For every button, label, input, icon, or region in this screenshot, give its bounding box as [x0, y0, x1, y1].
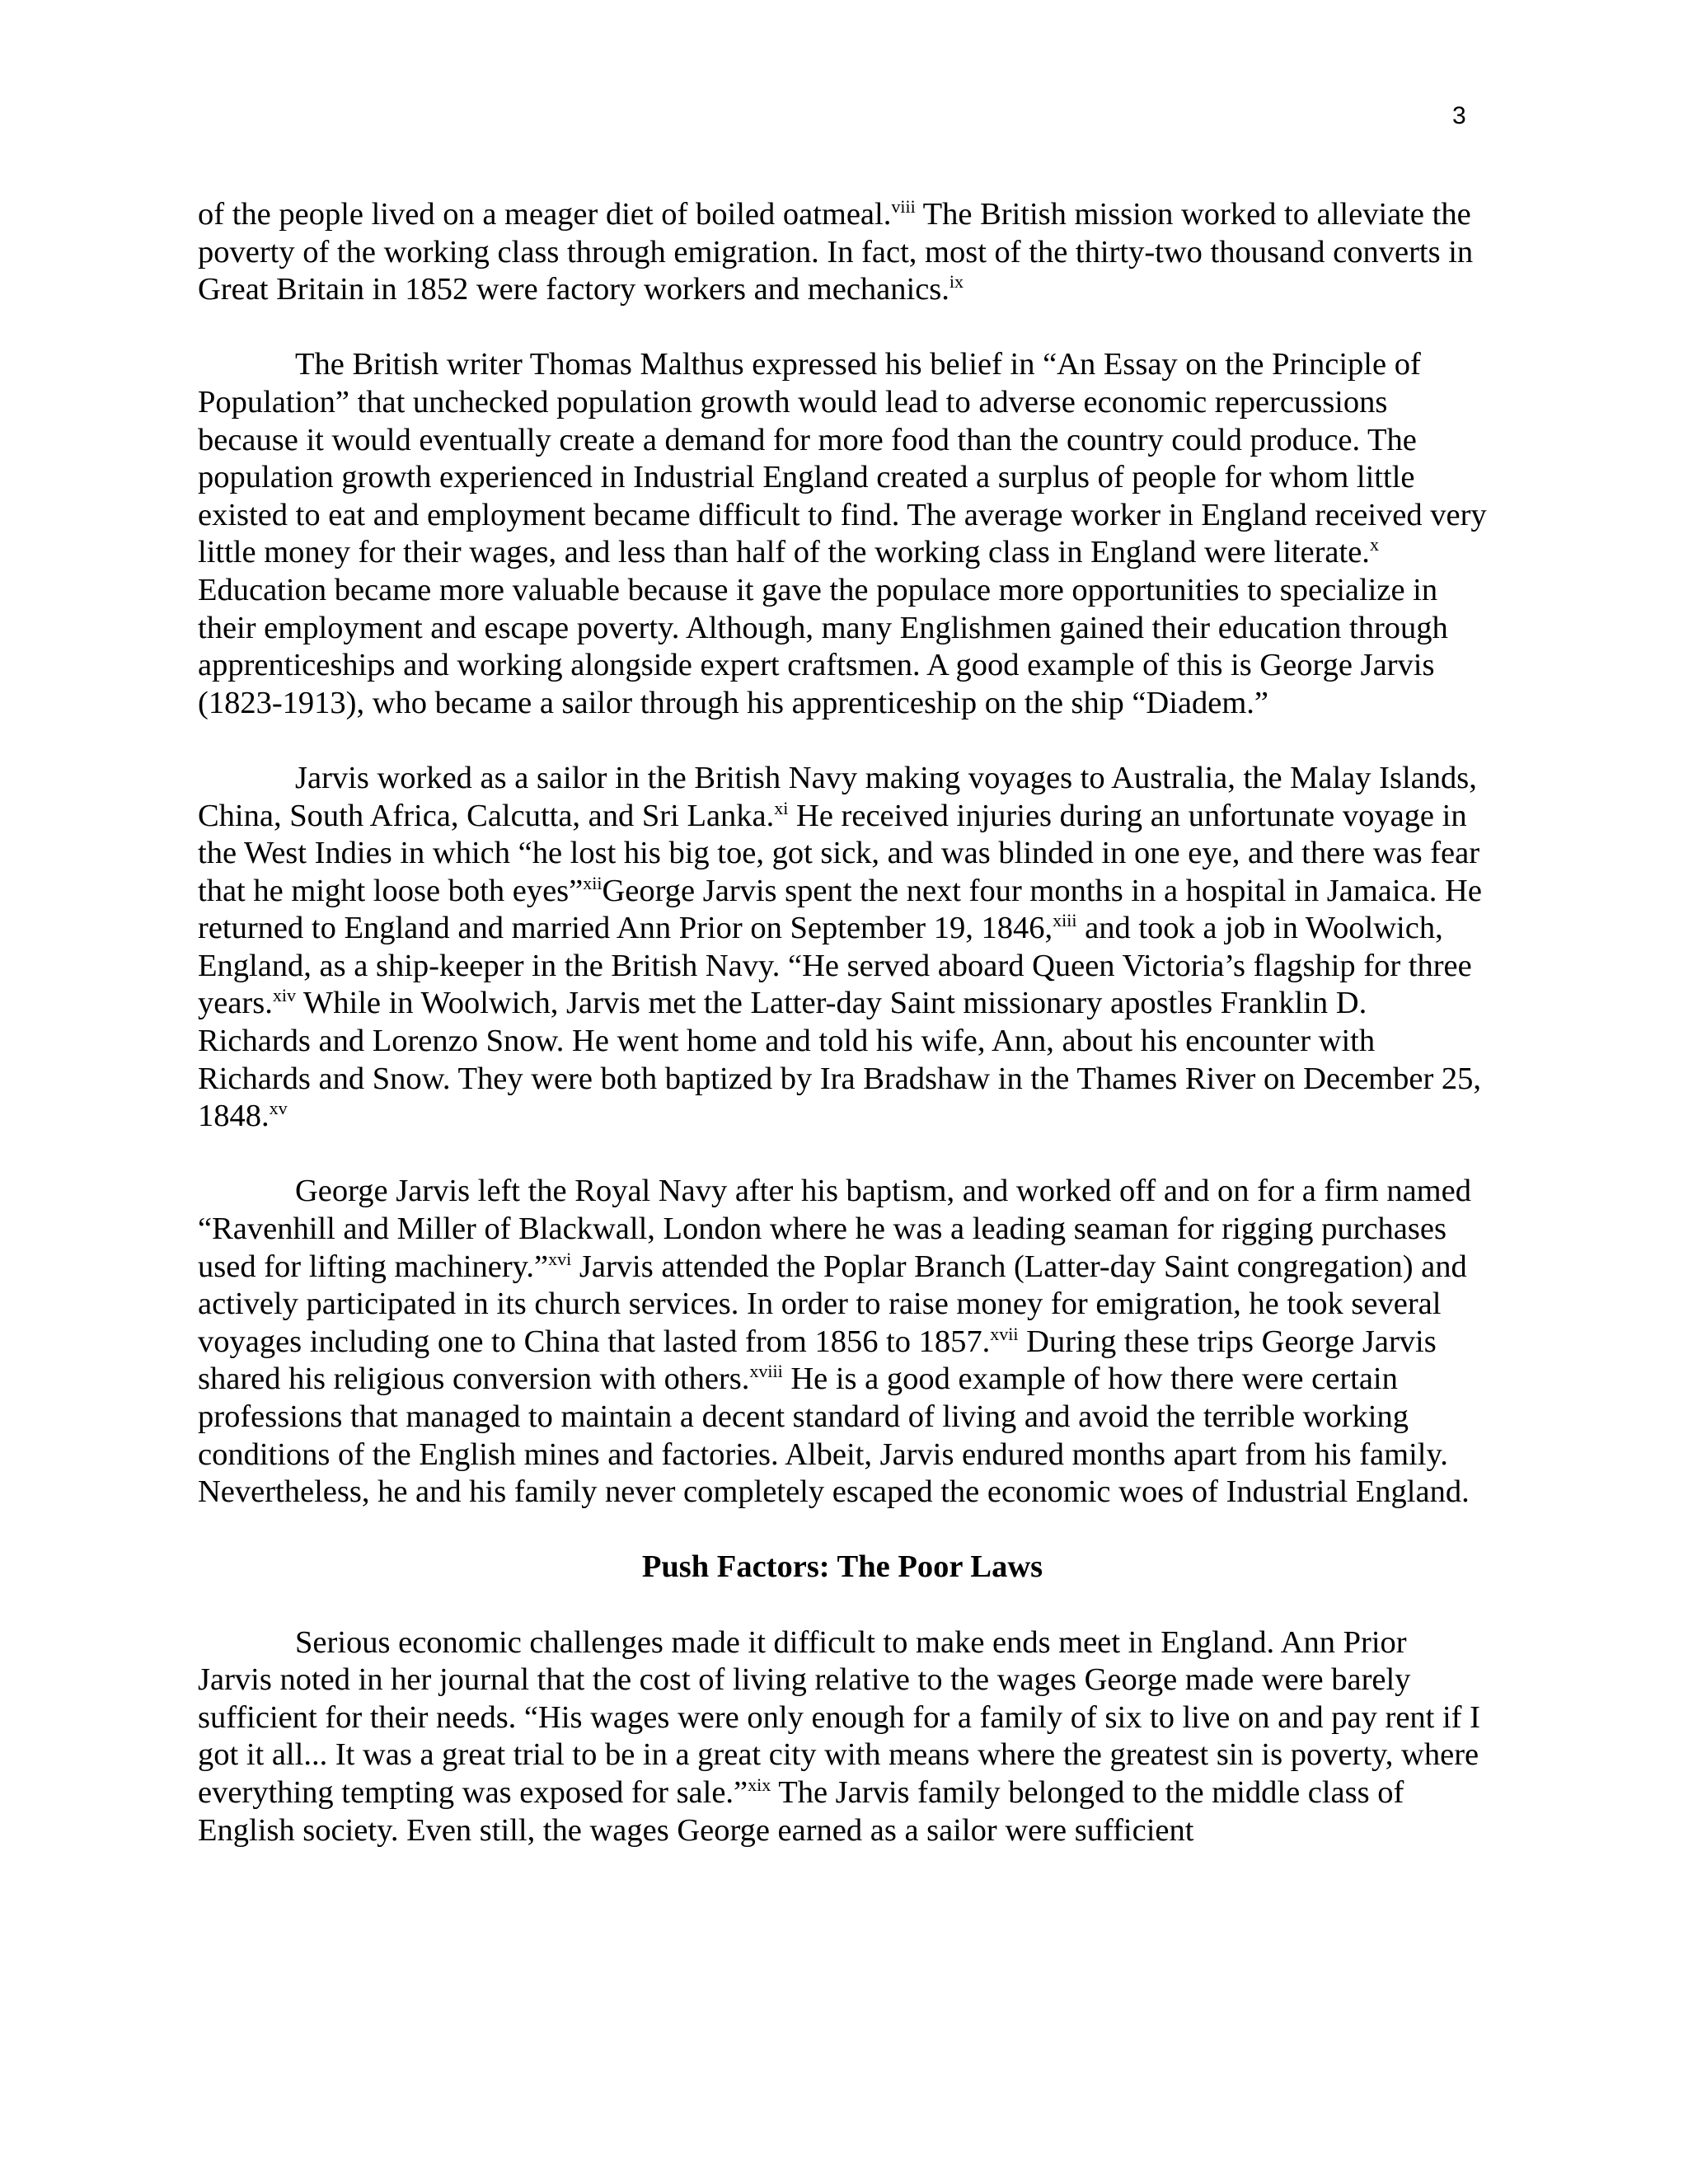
text-run: Education became more valuable because it gave the populace more opportunities to specialize in their employment and escape poverty. Although, many Englishmen gained their education through apprenticeships and working alongside expert craftsmen. A good example of this is George Jarvis (1823-1913), who became a sailor through his apprenticeship on the ship “Diadem.”: [198, 572, 1448, 720]
text-run: The British writer Thomas Malthus expressed his belief in “An Essay on the Principle of Population” that unchecked population growth would lead to adverse economic repercussions because it would eventually create a demand for more food than the country could produce. The population growth experienced in Industrial England created a surplus of people for whom little existed to eat and employment became difficult to find. The average worker in England received very little money for their wages, and less than half of the working class in England were literate.: [198, 347, 1487, 570]
text-run: During these trips George Jarvis shared his religious conversion with others.: [198, 1324, 1437, 1397]
text-run: He received injuries during an unfortunate voyage in the West Indies in which “he lost his big toe, got sick, and was blinded in one eye, and there was fear that he might loose both eyes”: [198, 798, 1480, 908]
footnote-marker: viii: [891, 196, 916, 217]
text-run: George Jarvis spent the next four months in a hospital in Jamaica. He returned to England and married Ann Prior on September 19, 1846,: [198, 873, 1482, 946]
text-run: Jarvis worked as a sailor in the British Navy making voyages to Australia, the Malay Islands, China, South Africa, Calcutta, and Sri Lanka.: [198, 760, 1477, 833]
text-run: Jarvis attended the Poplar Branch (Latter-day Saint congregation) and actively participated in its church services. In order to raise money for emigration, he took several voyages including one to China that lasted from 1856 to 1857.: [198, 1249, 1467, 1359]
footnote-marker: xiv: [272, 985, 296, 1006]
text-run: and took a job in Woolwich, England, as a ship-keeper in the British Navy. “He served aboard Queen Victoria’s flagship for three years.: [198, 911, 1472, 1021]
page-number: 3: [1452, 102, 1466, 129]
footnote-marker: ix: [949, 271, 964, 293]
text-run: Serious economic challenges made it difficult to make ends meet in England. Ann Prior Jarvis noted in her journal that the cost of living relative to the wages George made were barely sufficient for their needs. “His wages were only enough for a family of six to live on and pay rent if I got it all... It was a great trial to be in a great city with means where the greatest sin is poverty, where everything tempting was exposed for sale.”: [198, 1624, 1480, 1810]
footnote-marker: xix: [748, 1774, 771, 1795]
footnote-marker: x: [1369, 534, 1379, 555]
footnote-marker: xviii: [749, 1361, 783, 1382]
paragraph: [198, 346, 1487, 722]
paragraph: [198, 196, 1487, 309]
section-heading: Push Factors: The Poor Laws: [641, 1549, 1043, 1585]
text-run: He is a good example of how there were certain professions that managed to maintain a decent standard of living and avoid the terrible working conditions of the English mines and factories. Albeit, Jarvis endured months apart from his family. Nevertheless, he and his family never completely escaped the economic woes of Industrial England.: [198, 1361, 1470, 1510]
document-body: [198, 196, 1487, 1849]
footnote-marker: xii: [583, 872, 603, 893]
paragraph: [198, 760, 1487, 1136]
footnote-marker: xiii: [1053, 910, 1077, 931]
footnote-marker: xvii: [990, 1323, 1019, 1344]
paragraph: [198, 1173, 1487, 1511]
text-run: While in Woolwich, Jarvis met the Latter-day Saint missionary apostles Franklin D. Richards and Lorenzo Snow. He went home and told his wife, Ann, about his encounter with Richards and Snow. They were both baptized by Ira Bradshaw in the Thames River on December 25, 1848.: [198, 986, 1482, 1134]
text-run: The British mission worked to alleviate the poverty of the working class through emigration. In fact, most of the thirty-two thousand converts in Great Britain in 1852 were factory workers and mechanics.: [198, 197, 1474, 307]
footnote-marker: xv: [269, 1098, 288, 1119]
footnote-marker: xvi: [548, 1248, 572, 1269]
footnote-marker: xi: [774, 797, 789, 818]
text-run: The Jarvis family belonged to the middle class of English society. Even still, the wages George earned as a sailor were sufficient: [198, 1774, 1404, 1848]
paragraph: [198, 1624, 1487, 1850]
text-run: of the people lived on a meager diet of boiled oatmeal.: [198, 197, 892, 232]
text-run: George Jarvis left the Royal Navy after his baptism, and worked off and on for a firm named “Ravenhill and Miller of Blackwall, London where he was a leading seaman for rigging purchases used for lifting machinery.”: [198, 1174, 1471, 1284]
